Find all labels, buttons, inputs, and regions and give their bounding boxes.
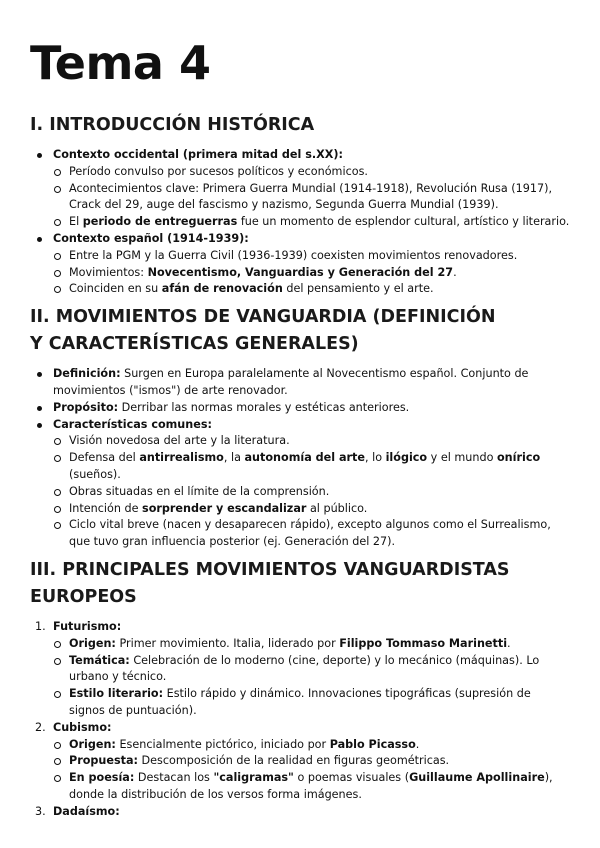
item-text: fue un momento de esplendor cultural, artístico y literario. [237,215,570,229]
list-item [30,147,570,231]
item-text: Movimientos: [69,265,148,279]
item-label: Temática: [69,653,130,667]
list-item [53,433,570,450]
list-item [53,164,570,181]
list-item [53,281,570,298]
item-number: 2. [35,720,46,734]
item-label: Contexto occidental (primera mitad del s.XX): [53,148,343,161]
item-text: Defensa del [69,451,140,465]
item-number: 1. [35,619,46,633]
item-bold: sorprender y escandalizar [142,501,307,515]
item-label: Futurismo: [53,619,122,633]
item-label: Cubismo: [53,720,112,734]
section-vanguardia [30,304,570,551]
item-label: Propósito: [53,400,119,414]
item-text: Destacan los [134,771,214,785]
list-item [53,636,570,653]
item-bold: Guillaume Apollinaire [409,771,545,785]
item-text: (sueños). [69,467,121,481]
list-item [53,248,570,265]
list-item [53,753,570,770]
bullet-list [30,366,570,551]
item-label: Origen: [69,636,116,650]
item-text: y el mundo [427,451,497,465]
item-text: Ciclo vital breve (nacen y desaparecen rápido), excepto algunos como el Surrealismo, que tuvo gran influencia posterior (ej. Generación del 27). [69,518,551,549]
item-label: Contexto español (1914-1939): [53,231,249,245]
item-number: 3. [35,804,46,818]
item-bold: ilógico [385,451,428,465]
sub-list [53,433,570,551]
list-item [30,417,570,551]
item-text: Coinciden en su [69,282,162,296]
item-text: , la [223,451,245,465]
item-text: Obras situadas en el límite de la comprensión. [69,484,330,498]
item-label: Características comunes: [53,417,212,431]
sub-list [53,636,570,720]
list-item [53,517,570,551]
item-bold: Novecentismo, Vanguardias y Generación del 27 [147,265,454,279]
document-page [30,34,570,827]
list-item [53,501,570,518]
section-heading-2: II. MOVIMIENTOS DE VANGUARDIA (DEFINICIÓN Y CARACTERÍSTICAS GENERALES) [30,307,496,355]
list-item [53,265,570,282]
page-title: Tema 4 [30,36,211,90]
list-item [53,686,570,720]
section-introduccion [30,112,570,298]
list-item [53,214,570,231]
list-item [30,400,570,417]
item-text: Estilo rápido y dinámico. Innovaciones tipográficas (supresión de signos de puntuación). [69,687,531,717]
list-item [30,231,570,298]
list-item [53,737,570,754]
item-text: al público. [306,501,368,515]
list-item [53,653,570,687]
list-item [30,619,570,720]
item-bold: autonomía del arte [244,451,365,465]
sub-list [53,737,570,804]
item-text: o poemas visuales ( [293,771,410,785]
item-text: Intención de [69,501,143,515]
item-bold: antirrealismo [139,451,224,465]
item-label: Propuesta: [69,754,138,768]
list-item [30,720,570,804]
list-item [53,181,570,215]
numbered-list [30,619,570,821]
item-label: Dadaísmo: [53,804,120,818]
item-label: Estilo literario: [69,687,164,701]
section-heading-1: I. INTRODUCCIÓN HISTÓRICA [30,115,315,135]
item-bold: "caligramas" [213,771,294,785]
item-text: Primer movimiento. Italia, liderado por [115,636,340,650]
item-text: Acontecimientos clave: Primera Guerra Mundial (1914-1918), Revolución Rusa (1917), Crack del 29, auge del fascismo y nazismo, Segunda Guerra Mundial (1939). [69,181,553,212]
sub-list [53,164,570,231]
list-item [53,450,570,484]
item-bold: Pablo Picasso [329,737,416,751]
item-text: ), donde la distribución de los versos forma imágenes. [69,771,553,801]
item-text: . [415,737,420,751]
sub-list [53,248,570,298]
item-text: Surgen en Europa paralelamente al Novecentismo español. Conjunto de movimientos ("ismos") de arte renovador. [53,367,529,397]
item-text: del pensamiento y el arte. [282,282,434,296]
item-text: Descomposición de la realidad en figuras geométricas. [138,754,450,768]
item-text: El [69,215,83,229]
item-bold: periodo de entreguerras [82,215,238,229]
list-item [53,484,570,501]
list-item [30,366,570,400]
item-text: Visión novedosa del arte y la literatura. [69,434,290,448]
item-label: Origen: [69,737,116,751]
list-item [53,770,570,804]
item-bold: Filippo Tommaso Marinetti [339,636,508,650]
item-label: Definición: [53,367,121,381]
item-text: Derribar las normas morales y estéticas anteriores. [118,400,410,414]
section-heading-3: III. PRINCIPALES MOVIMIENTOS VANGUARDISTAS EUROPEOS [30,559,510,607]
item-text: . [453,265,457,279]
item-bold: afán de renovación [161,282,283,296]
item-text: , lo [364,451,386,465]
item-text: Período convulso por sucesos políticos y económicos. [69,164,368,178]
item-text: . [507,636,511,650]
item-text: Celebración de lo moderno (cine, deporte) y lo mecánico (máquinas). Lo urbano y técnico. [69,653,540,684]
item-text: Entre la PGM y la Guerra Civil (1936-1939) coexisten movimientos renovadores. [69,248,518,262]
bullet-list [30,147,570,298]
item-label: En poesía: [69,771,135,785]
section-movimientos [30,557,570,821]
item-bold: onírico [497,451,541,465]
list-item [30,804,570,821]
item-text: Esencialmente pictórico, iniciado por [115,737,330,751]
